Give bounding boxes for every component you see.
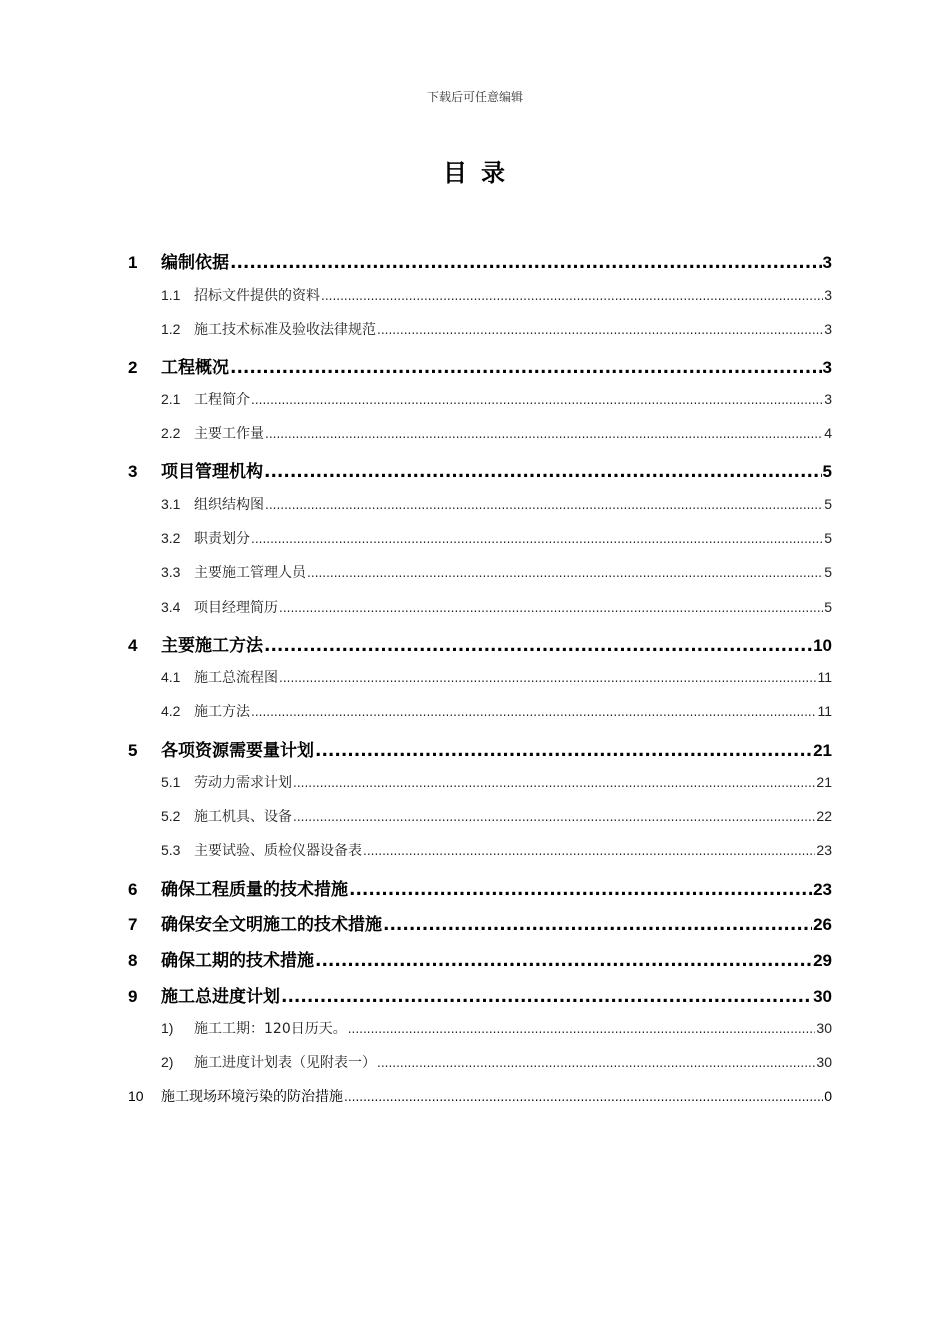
toc-entry-number: 6 — [128, 880, 138, 899]
toc-entry-number: 1.2 — [161, 321, 181, 337]
dot-leader — [265, 498, 823, 512]
toc-entry-number: 5 — [128, 741, 138, 760]
toc-entry-title: 招标文件提供的资料 — [194, 288, 320, 304]
toc-entry[interactable] — [128, 701, 832, 721]
toc-entry-number: 1 — [128, 253, 138, 272]
toc-entry-page: 29 — [813, 951, 832, 970]
toc-entry[interactable] — [128, 423, 832, 443]
toc-entry-title: 职责划分 — [194, 531, 250, 547]
toc-entry[interactable] — [128, 597, 832, 617]
toc-entry-page: 11 — [817, 669, 832, 685]
dot-leader — [264, 636, 812, 656]
toc-entry-number: 4 — [128, 636, 138, 655]
toc-entry-title: 项目管理机构 — [161, 462, 263, 482]
toc-entry[interactable] — [128, 248, 832, 273]
dot-leader — [265, 427, 823, 441]
toc-entry-number: 2.1 — [161, 391, 181, 407]
toc-entry[interactable] — [128, 875, 832, 900]
toc-entry-title: 主要施工管理人员 — [194, 565, 306, 581]
toc-entry[interactable] — [128, 285, 832, 305]
toc-entry[interactable] — [128, 806, 832, 826]
toc-entry-title: 确保安全文明施工的技术措施 — [161, 915, 382, 935]
toc-entry[interactable] — [128, 457, 832, 482]
toc-entry-number: 5.2 — [161, 808, 181, 824]
toc-entry[interactable] — [128, 1052, 832, 1072]
toc-entry-title: 确保工程质量的技术措施 — [161, 880, 348, 900]
toc-entry-number: 7 — [128, 915, 138, 934]
toc-entry[interactable] — [128, 946, 832, 971]
toc-entry-page: 23 — [813, 880, 832, 899]
toc-entry-number: 1) — [161, 1020, 174, 1036]
dot-leader — [377, 1056, 815, 1070]
toc-entry-title: 劳动力需求计划 — [194, 775, 292, 791]
toc-entry-title: 工程简介 — [194, 392, 250, 408]
dot-leader — [281, 987, 812, 1007]
toc-entry-page: 3 — [824, 391, 832, 407]
toc-entry-page: 30 — [816, 1054, 832, 1070]
toc-entry-page: 4 — [824, 425, 832, 441]
dot-leader — [230, 253, 822, 273]
toc-entry-number: 5.3 — [161, 842, 181, 858]
toc-entry[interactable] — [128, 910, 832, 935]
toc-entry-title: 施工总进度计划 — [161, 987, 280, 1007]
header-note: 下载后可任意编辑 — [426, 90, 523, 104]
toc-entry-number: 10 — [128, 1088, 144, 1104]
toc-entry-page: 3 — [822, 358, 832, 377]
toc-entry-page: 21 — [813, 741, 832, 760]
toc-entry-title: 项目经理简历 — [194, 600, 278, 616]
toc-entry-title: 组织结构图 — [194, 497, 264, 513]
toc-entry-page: 5 — [824, 599, 832, 615]
dot-leader — [293, 776, 815, 790]
toc-entry-title: 主要试验、质检仪器设备表 — [194, 843, 362, 859]
toc-entry[interactable] — [128, 772, 832, 792]
toc-entry-number: 3.2 — [161, 530, 181, 546]
toc-entry-title: 施工技术标准及验收法律规范 — [194, 322, 376, 338]
dot-leader — [349, 880, 812, 900]
toc-entry-page: 11 — [817, 703, 832, 719]
toc-entry-number: 2.2 — [161, 425, 181, 441]
toc-entry-page: 3 — [822, 253, 832, 272]
dot-leader — [307, 566, 823, 580]
toc-entry[interactable] — [128, 528, 832, 548]
toc-entry-number: 3.3 — [161, 564, 181, 580]
toc-entry[interactable] — [128, 389, 832, 409]
dot-leader — [264, 462, 822, 482]
toc-entry-page: 5 — [822, 462, 832, 481]
toc-entry-page: 26 — [813, 915, 832, 934]
toc-entry-page: 21 — [816, 774, 832, 790]
toc-entry-page: 3 — [824, 287, 832, 303]
toc-entry-page: 23 — [816, 842, 832, 858]
dot-leader — [377, 323, 823, 337]
toc-entry-title: 主要工作量 — [194, 426, 264, 442]
toc-entry-title: 各项资源需要量计划 — [161, 741, 314, 761]
toc-entry-number: 3.4 — [161, 599, 181, 615]
toc-entry-page: 5 — [824, 564, 832, 580]
toc-entry-number: 2 — [128, 358, 138, 377]
toc-entry[interactable] — [128, 562, 832, 582]
toc-entry[interactable] — [128, 736, 832, 761]
dot-leader — [293, 810, 815, 824]
toc-entry-number: 4.2 — [161, 703, 181, 719]
dot-leader — [344, 1090, 823, 1104]
toc-entry-number: 9 — [128, 987, 138, 1006]
toc-entry-page: 3 — [824, 321, 832, 337]
toc-entry[interactable] — [128, 1018, 832, 1038]
dot-leader — [251, 532, 823, 546]
toc-entry-page: 10 — [813, 636, 832, 655]
dot-leader — [279, 601, 823, 615]
toc-entry[interactable] — [128, 667, 832, 687]
toc-entry-number: 1.1 — [161, 287, 181, 303]
toc-entry-title: 施工机具、设备 — [194, 809, 292, 825]
toc-entry-number: 8 — [128, 951, 138, 970]
toc-entry[interactable] — [128, 319, 832, 339]
toc-entry[interactable] — [128, 1086, 832, 1106]
toc-title: 目录 — [443, 159, 519, 187]
dot-leader — [321, 289, 823, 303]
dot-leader — [279, 671, 816, 685]
toc-entry-page: 30 — [816, 1020, 832, 1036]
toc-entry-title: 工程概况 — [161, 358, 229, 378]
toc-entry-number: 3 — [128, 462, 138, 481]
toc-entry-title: 施工方法 — [194, 704, 250, 720]
toc-entry-title: 施工进度计划表（见附表一） — [194, 1055, 376, 1071]
toc-entry-page: 5 — [824, 496, 832, 512]
toc-entry-title: 编制依据 — [161, 253, 229, 273]
toc-entry-number: 4.1 — [161, 669, 181, 685]
toc-entry-title: 施工总流程图 — [194, 670, 278, 686]
dot-leader — [230, 358, 822, 378]
toc-entry-number: 3.1 — [161, 496, 181, 512]
toc-entry-title: 施工现场环境污染的防治措施 — [161, 1089, 343, 1105]
dot-leader — [383, 915, 812, 935]
dot-leader — [363, 844, 815, 858]
toc-entry[interactable] — [128, 494, 832, 514]
toc-entry[interactable] — [128, 840, 832, 860]
dot-leader — [251, 393, 823, 407]
toc-entry-page: 5 — [824, 530, 832, 546]
dot-leader — [348, 1022, 816, 1036]
toc-entry[interactable] — [128, 982, 832, 1007]
toc-entry-title: 施工工期：120日历天。 — [194, 1021, 347, 1037]
toc-entry-number: 2) — [161, 1054, 174, 1070]
toc-entry[interactable] — [128, 353, 832, 378]
toc-entry-title: 确保工期的技术措施 — [161, 951, 314, 971]
dot-leader — [251, 705, 816, 719]
toc-entry-page: 22 — [816, 808, 832, 824]
toc-entry[interactable] — [128, 631, 832, 656]
toc-entry-number: 5.1 — [161, 774, 181, 790]
dot-leader — [315, 951, 812, 971]
toc-entry-page: 30 — [813, 987, 832, 1006]
toc-entry-page: 0 — [824, 1088, 832, 1104]
toc-entry-title: 主要施工方法 — [161, 636, 263, 656]
dot-leader — [315, 741, 812, 761]
